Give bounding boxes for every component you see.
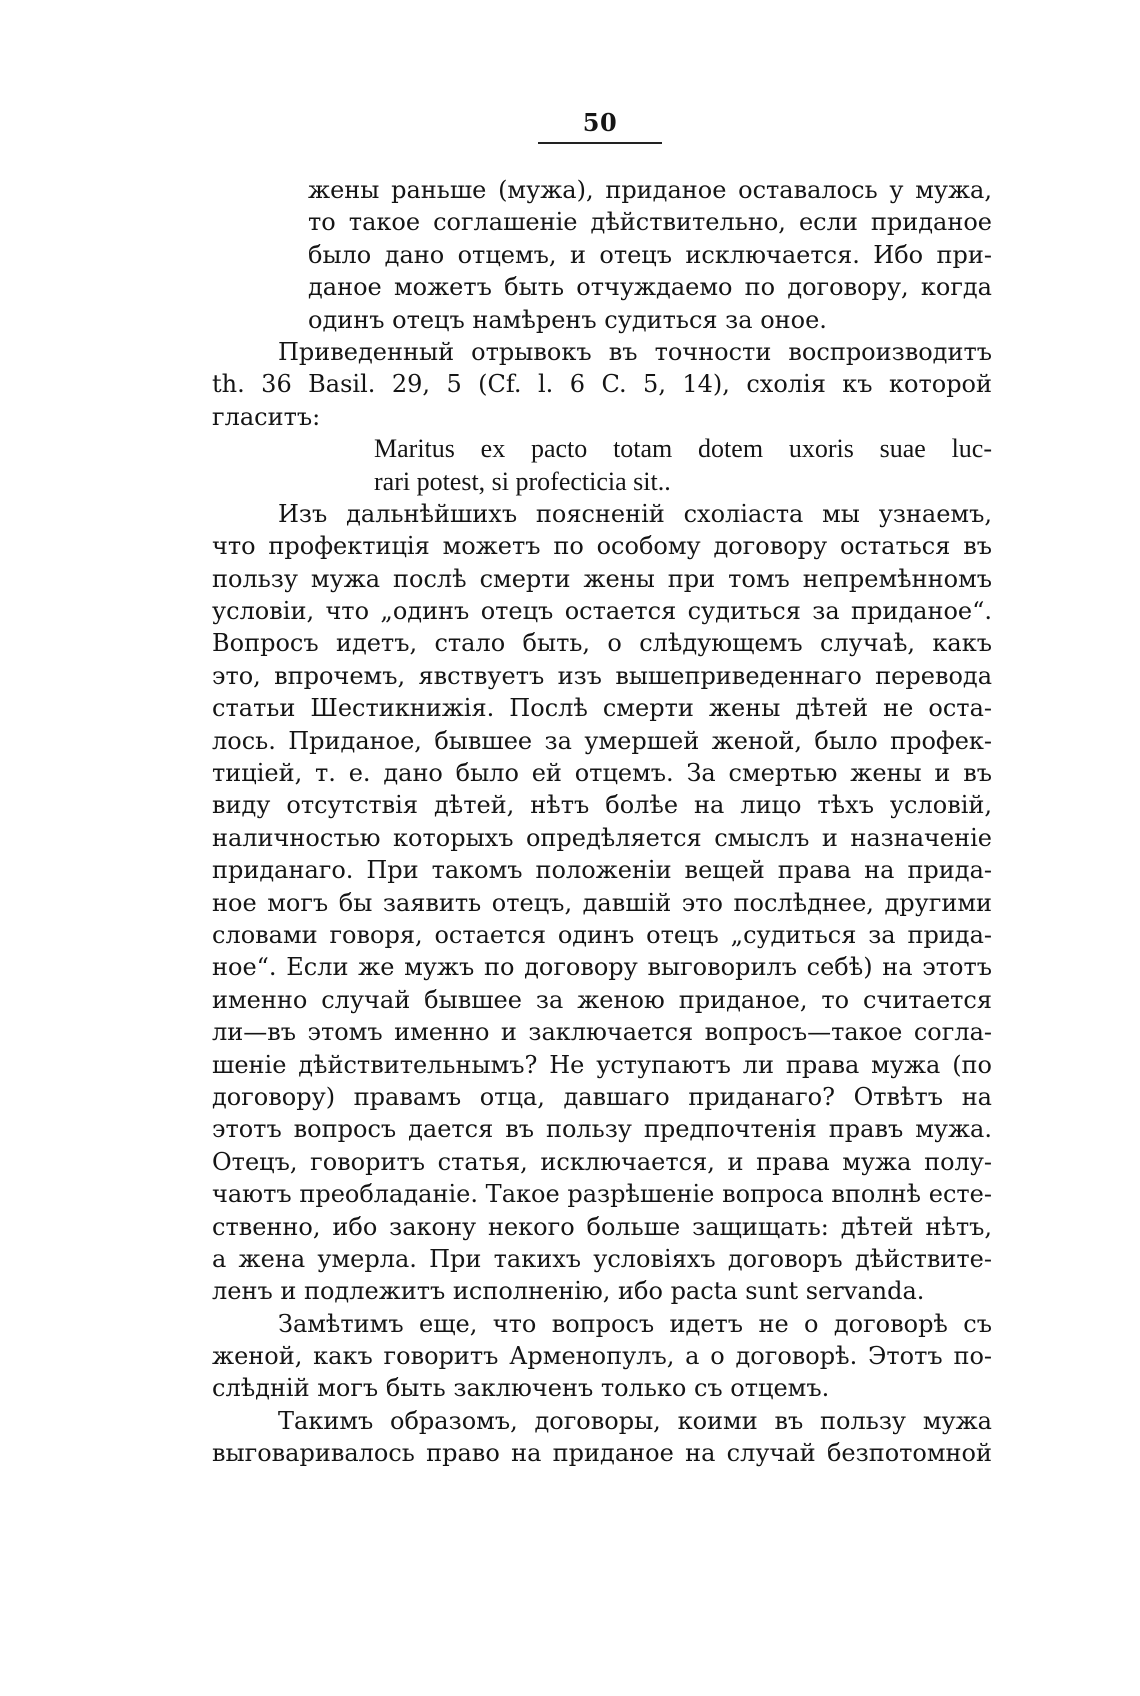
text-line: то такое соглашеніе дѣйствительно, если приданое: [308, 208, 992, 237]
text-line: тиціей, т. е. дано было ей отцемъ. За смертью жены и въ: [212, 759, 992, 788]
text-line: rari potest, si profecticia sit..: [374, 466, 671, 496]
text-line: Приведенный отрывокъ въ точности воспроизводитъ: [278, 337, 992, 366]
text-line: чаютъ преобладаніе. Такое разрѣшеніе вопроса вполнѣ есте-: [212, 1180, 992, 1209]
text-line: пользу мужа послѣ смерти жены при томъ непремѣнномъ: [212, 564, 992, 593]
text-line: слѣдній могъ быть заключенъ только съ отцемъ.: [212, 1374, 830, 1403]
text-line: ственно, ибо закону некого больше защищать: дѣтей нѣтъ,: [212, 1212, 992, 1241]
text-line: ленъ и подлежитъ исполненію, ибо pacta sunt servanda.: [212, 1277, 925, 1306]
page-number: 50: [582, 108, 618, 137]
text-line: было дано отцемъ, и отецъ исключается. Ибо при-: [308, 240, 992, 269]
text-line: гласитъ:: [212, 402, 321, 431]
text-line: Замѣтимъ еще, что вопросъ идетъ не о договорѣ съ: [278, 1309, 992, 1338]
text-line: Такимъ образомъ, договоры, коими въ пользу мужа: [278, 1406, 992, 1435]
text-line: а жена умерла. При такихъ условіяхъ договоръ дѣйствите-: [212, 1244, 992, 1273]
text-line: одинъ отецъ намѣренъ судиться за оное.: [308, 305, 827, 334]
text-line: статьи Шестикнижія. Послѣ смерти жены дѣтей не оста-: [212, 694, 992, 723]
text-line: это, впрочемъ, явствуетъ изъ вышеприведеннаго перевода: [212, 661, 992, 690]
text-line: что профектиція можетъ по особому договору остаться въ: [212, 532, 992, 561]
text-line: Maritus ex pacto totam dotem uxoris suae luc-: [374, 434, 992, 464]
text-line: ное“. Если же мужъ по договору выговорилъ себѣ) на этотъ: [212, 953, 992, 982]
body-text: [212, 174, 992, 1470]
text-line: выговаривалось право на приданое на случай безпотомной: [212, 1439, 992, 1468]
text-line: словами говоря, остается одинъ отецъ „судиться за прида-: [212, 920, 992, 949]
text-line: этотъ вопросъ дается въ пользу предпочтенія правъ мужа.: [212, 1115, 992, 1144]
text-line: лось. Приданое, бывшее за умершей женой, было профек-: [212, 726, 992, 755]
text-line: Отецъ, говоритъ статья, исключается, и права мужа полу-: [212, 1147, 992, 1176]
text-line: Изъ дальнѣйшихъ поясненій схоліаста мы узнаемъ,: [278, 499, 992, 528]
text-line: даное можетъ быть отчуждаемо по договору, когда: [308, 273, 992, 302]
text-line: виду отсутствія дѣтей, нѣтъ болѣе на лицо тѣхъ условій,: [212, 791, 992, 820]
text-line: договору) правамъ отца, давшаго приданаго? Отвѣтъ на: [212, 1082, 992, 1111]
text-line: приданаго. При такомъ положеніи вещей права на прида-: [212, 856, 992, 885]
text-line: женой, какъ говоритъ Арменопулъ, а о договорѣ. Этотъ по-: [212, 1342, 992, 1371]
page-number-rule: [538, 142, 662, 144]
text-line: ли—въ этомъ именно и заключается вопросъ—такое согла-: [212, 1018, 992, 1047]
text-line: Вопросъ идетъ, стало быть, о слѣдующемъ случаѣ, какъ: [212, 629, 992, 658]
text-line: именно случай бывшее за женою приданое, то считается: [212, 985, 992, 1014]
text-line: наличностью которыхъ опредѣляется смыслъ и назначеніе: [212, 823, 992, 852]
text-line: жены раньше (мужа), приданое оставалось у мужа,: [308, 176, 992, 204]
text-line: ное могъ бы заявить отецъ, давшій это послѣднее, другими: [212, 888, 992, 917]
text-line: шеніе дѣйствительнымъ? Не уступаютъ ли права мужа (по: [212, 1050, 992, 1079]
text-line: условіи, что „одинъ отецъ остается судиться за приданое“.: [212, 597, 992, 626]
text-line: th. 36 Basil. 29, 5 (Cf. l. 6 C. 5, 14), схолія къ которой: [212, 370, 992, 399]
